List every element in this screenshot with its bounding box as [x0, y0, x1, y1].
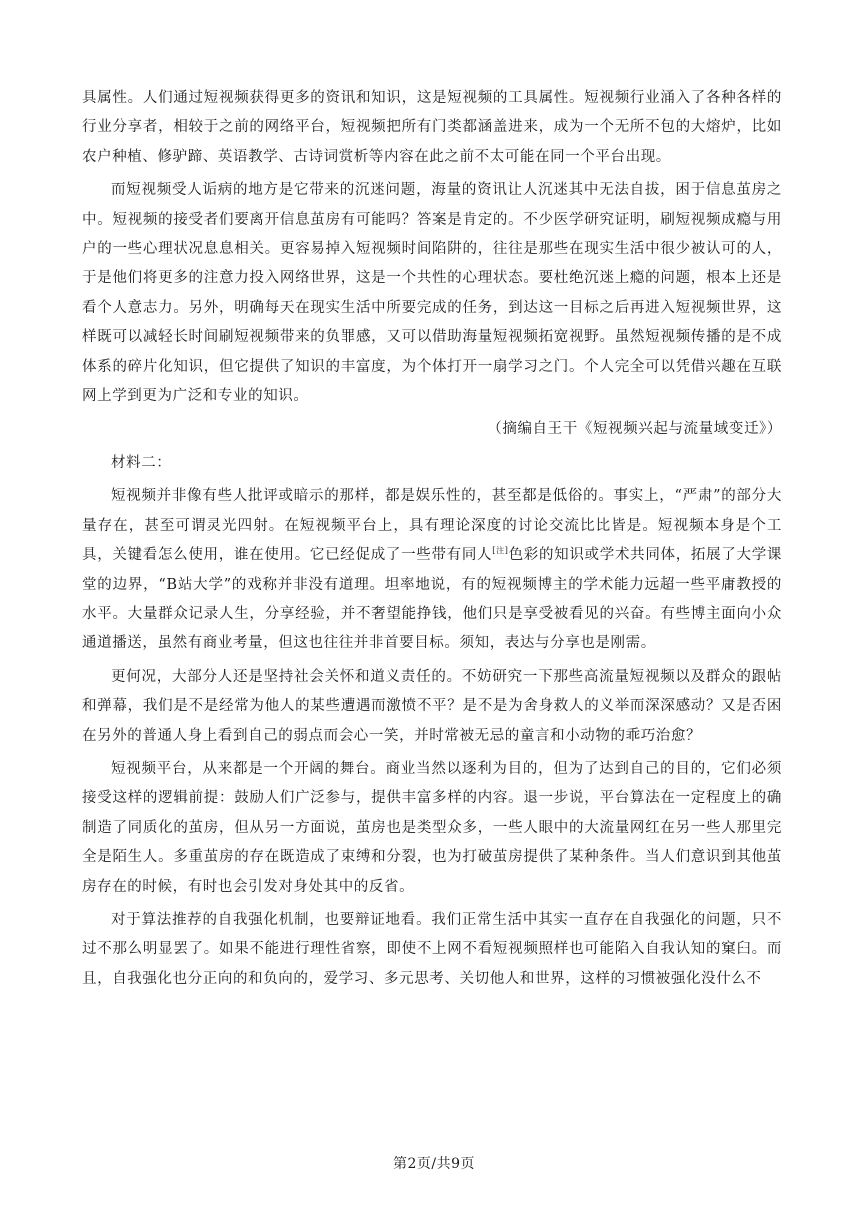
footnote-marker: [注]	[492, 546, 509, 556]
paragraph-platform-stage: 短视频平台，从来都是一个开阔的舞台。商业当然以逐利为目的，但为了达到自己的目的，它们必须接受这样的逻辑前提：鼓励人们广泛参与，提供丰富多样的内容。退一步说，平台算法在一定程度上的确制造了同质化的茧房，但从另一方面说，茧房也是类型众多，一些人眼中的大流量网红在另一些人那里完全是陌生人。多重茧房的存在既造成了束缚和分裂，也为打破茧房提供了某种条件。当人们意识到其他茧房存在的时候，有时也会引发对身处其中的反省。	[82, 760, 782, 895]
paragraph-social-care: 更何况，大部分人还是坚持社会关怀和道义责任的。不妨研究一下那些高流量短视频以及群众的跟帖和弹幕，我们是不是经常为他人的某些遭遇而激愤不平？是不是为舍身救人的义举而深深感动？又是否困在另外的普通人身上看到自己的弱点而会心一笑，并时常被无忌的童言和小动物的乖巧治愈？	[82, 668, 782, 744]
paragraph-algorithm: 对于算法推荐的自我强化机制，也要辩证地看。我们正常生活中其实一直存在自我强化的问题，只不过不那么明显罢了。如果不能进行理性省察，即使不上网不看短视频照样也可能陷入自我认知的窠臼。而且，自我强化也分正向的和负向的，爱学习、多元思考、关切他人和世界，这样的习惯被强化没什么不	[82, 911, 782, 987]
paragraph-continuation: 具属性。人们通过短视频获得更多的资讯和知识，这是短视频的工具属性。短视频行业涌入了各种各样的行业分享者，相较于之前的网络平台，短视频把所有门类都涵盖进来，成为一个无所不包的大熔炉，比如农户种植、修驴蹄、英语教学、古诗词赏析等内容在此之前不太可能在同一个平台出现。	[82, 90, 782, 165]
paragraph-addiction: 而短视频受人诟病的地方是它带来的沉迷问题，海量的资讯让人沉迷其中无法自拔，困于信息茧房之中。短视频的接受者们要离开信息茧房有可能吗？答案是肯定的。不少医学研究证明，刷短视频成瘾与用户的一些心理状况息息相关。更容易掉入短视频时间陷阱的，往往是那些在现实生活中很少被认可的人，于是他们将更多的注意力投入网络世界，这是一个共性的心理状态。要杜绝沉迷上瘾的问题，根本上还是看个人意志力。另外，明确每天在现实生活中所要完成的任务，到达这一目标之后再进入短视频世界，这样既可以减轻长时间刷短视频带来的负罪感，又可以借助海量短视频拓宽视野。虽然短视频传播的是不成体系的碎片化知识，但它提供了知识的丰富度，为个体打开一扇学习之门。个人完全可以凭借兴趣在互联网上学到更为广泛和专业的知识。	[82, 182, 782, 405]
paragraph-serious-content-part1: 短视频并非像有些人批评或暗示的那样，都是娱乐性的，甚至都是低俗的。事实上，“严肃”的部分大量存在，甚至可谓灵光四射。在短视频平台上，具有理论深度的讨论交流比比皆是。短视频本身是个工具，关键看怎么使用，谁在使用。它已经促成了一些带有同人	[82, 488, 782, 564]
page-number: 第2页/共9页	[392, 1156, 476, 1172]
paragraph-serious-content	[82, 482, 782, 658]
paragraph-serious-content-part2: 色彩的知识或学术共同体，拓展了大学课堂的边界，“B站大学”的戏称并非没有道理。坦率地说，有的短视频博主的学术能力远超一些平庸教授的水平。大量群众记录人生，分享经验，并不奢望能挣钱，他们只是享受被看见的兴奋。有些博主面向小众通道播送，虽然有商业考量，但这也往往并非首要目标。须知，表达与分享也是刚需。	[82, 547, 782, 652]
source-citation: （摘编自王干《短视频兴起与流量域变迁》）	[487, 421, 782, 438]
article-body	[82, 84, 782, 998]
material-two-label: 材料二：	[111, 454, 172, 471]
